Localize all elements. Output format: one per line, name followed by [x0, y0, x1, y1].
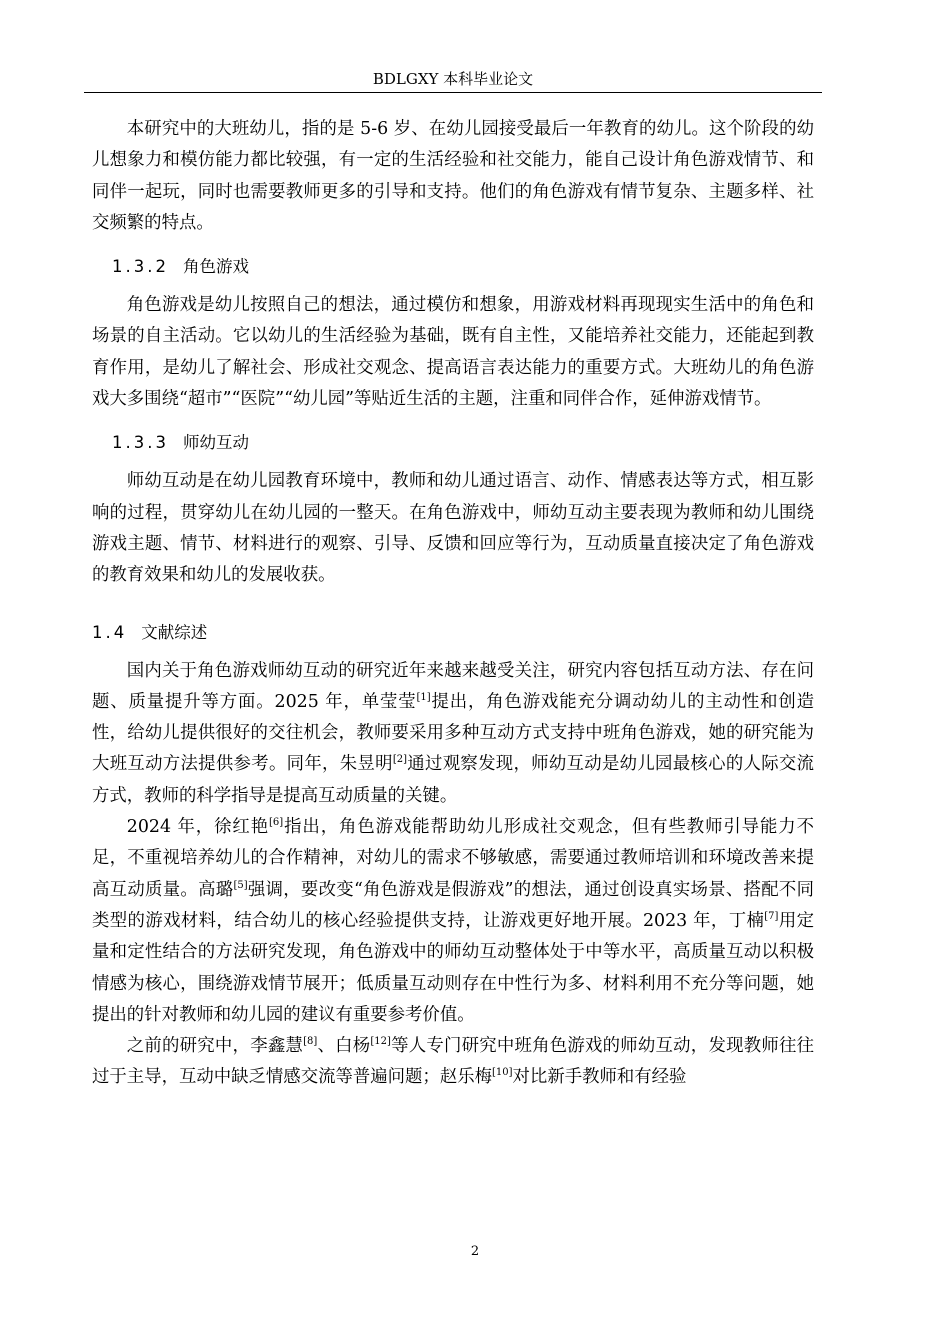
text-run: 用定量和定性结合的方法研究发现，角色游戏中的师幼互动整体处于中等水平，高质量互动以积极情感为核心，围绕游戏情节展开；低质量互动则存在中性行为多、材料利用不充分等问题，她提出的针对教师和幼儿园的建议有重要参考价值。 — [92, 910, 814, 1025]
paragraph-literature-review-1 — [92, 656, 814, 812]
paragraph-literature-review-3 — [92, 1031, 814, 1094]
citation-ref: [2] — [392, 754, 407, 766]
citation-ref: [1] — [416, 692, 431, 704]
citation-ref: [5] — [233, 879, 248, 891]
text-run: 提出，角色游戏能充分调动幼儿的主动性和创造性，给幼儿提供很好的交往机会，教师要采用多种互动方式支持中班角色游戏，她的研究能为大班互动方法提供参考。同年，朱昱明 — [92, 691, 814, 775]
section-heading-1-3-3 — [112, 430, 814, 456]
paragraph-role-play-definition: 角色游戏是幼儿按照自己的想法，通过模仿和想象，用游戏材料再现现实生活中的角色和场景的自主活动。它以幼儿的生活经验为基础，既有自主性，又能培养社交能力，还能起到教育作用，是幼儿了解社会、形成社交观念、提高语言表达能力的重要方式。大班幼儿的角色游戏大多围绕“超市”“医院”“幼儿园”等贴近生活的主题，注重和同伴合作，延伸游戏情节。 — [92, 295, 814, 410]
citation-ref: [12] — [370, 1036, 391, 1048]
section-heading-1-4 — [92, 620, 814, 646]
text-run: 之前的研究中，李鑫慧 — [126, 1036, 304, 1057]
text-run: 等人专门研究中班角色游戏的师幼互动，发现教师往往过于主导，互动中缺乏情感交流等普遍问题；赵乐梅 — [92, 1036, 814, 1088]
text-run: 、白杨 — [317, 1036, 371, 1057]
citation-ref: [8] — [303, 1036, 318, 1048]
section-number: 1.4 — [92, 622, 128, 642]
page-body — [92, 114, 814, 1094]
running-header: BDLGXY 本科毕业论文 — [84, 66, 822, 93]
section-number: 1.3.2 — [112, 257, 169, 277]
text-run: 国内关于角色游戏师幼互动的研究近年来越来越受关注，研究内容包括互动方法、存在问题、质量提升等方面。2025 年，单莹莹 — [92, 660, 814, 712]
paragraph-teacher-child-interaction: 师幼互动是在幼儿园教育环境中，教师和幼儿通过语言、动作、情感表达等方式，相互影响的过程，贯穿幼儿在幼儿园的一整天。在角色游戏中，师幼互动主要表现为教师和幼儿围绕游戏主题、情节、材料进行的观察、引导、反馈和回应等行为，互动质量直接决定了角色游戏的教育效果和幼儿的发展收获。 — [92, 471, 814, 586]
text-run: 通过观察发现，师幼互动是幼儿园最核心的人际交流方式，教师的科学指导是提高互动质量的关键。 — [92, 754, 814, 806]
section-number: 1.3.3 — [112, 433, 169, 453]
section-heading-1-3-2 — [112, 254, 814, 280]
citation-ref: [10] — [492, 1067, 513, 1079]
section-title: 文献综述 — [141, 622, 208, 642]
section-title: 师幼互动 — [182, 433, 249, 453]
paragraph-definition-senior-class: 本研究中的大班幼儿，指的是 5-6 岁、在幼儿园接受最后一年教育的幼儿。这个阶段的幼儿想象力和模仿能力都比较强，有一定的生活经验和社交能力，能自己设计角色游戏情节、和同伴一起玩，同时也需要教师更多的引导和支持。他们的角色游戏有情节复杂、主题多样、社交频繁的特点。 — [92, 119, 814, 233]
paragraph-literature-review-2 — [92, 812, 814, 1031]
text-run: 指出，角色游戏能帮助幼儿形成社交观念，但有些教师引导能力不足，不重视培养幼儿的合作精神，对幼儿的需求不够敏感，需要通过教师培训和环境改善来提高互动质量。高璐 — [92, 817, 814, 900]
page-number: 2 — [470, 1244, 480, 1259]
text-run: 2024 年，徐红艳 — [126, 817, 270, 838]
text-run: 对比新手教师和有经验 — [512, 1067, 687, 1088]
text-run: 强调，要改变“角色游戏是假游戏”的想法，通过创设真实场景、搭配不同类型的游戏材料，结合幼儿的核心经验提供支持，让游戏更好地开展。2023 年，丁楠 — [92, 879, 814, 931]
section-title: 角色游戏 — [182, 257, 249, 277]
citation-ref: [6] — [269, 817, 284, 829]
citation-ref: [7] — [764, 911, 779, 923]
